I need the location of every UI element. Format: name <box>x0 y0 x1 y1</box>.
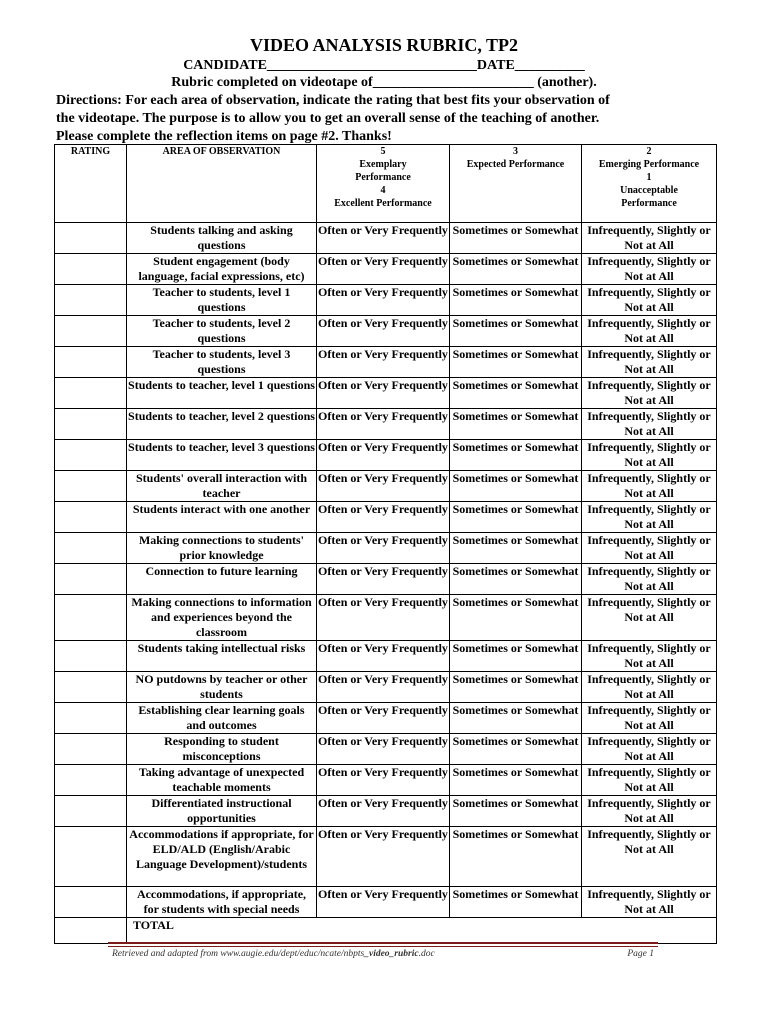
emerging-cell-text: Infrequently, Slightly or Not at All <box>587 223 711 252</box>
area-cell <box>127 409 317 440</box>
expected-cell-text: Sometimes or Somewhat <box>452 347 579 361</box>
emerging-cell <box>582 796 717 827</box>
expected-cell <box>450 765 582 796</box>
area-cell <box>127 471 317 502</box>
table-row <box>55 440 717 471</box>
total-rating-cell[interactable] <box>55 918 127 944</box>
emerging-cell <box>582 316 717 347</box>
exemplary-cell-text: Often or Very Frequently <box>318 502 448 516</box>
exemplary-cell-text: Often or Very Frequently <box>318 471 448 485</box>
expected-cell <box>450 347 582 378</box>
emerging-cell <box>582 471 717 502</box>
expected-cell-text: Sometimes or Somewhat <box>452 672 579 686</box>
area-cell <box>127 796 317 827</box>
expected-cell <box>450 440 582 471</box>
emerging-cell <box>582 734 717 765</box>
exemplary-cell-text: Often or Very Frequently <box>318 827 448 841</box>
exemplary-cell-text: Often or Very Frequently <box>318 765 448 779</box>
exemplary-cell <box>317 672 450 703</box>
unacceptable-label: Unacceptable <box>620 185 678 196</box>
exemplary-cell-text: Often or Very Frequently <box>318 440 448 454</box>
emerging-cell <box>582 254 717 285</box>
area-cell-text: Teacher to students, level 2 questions <box>152 316 291 345</box>
emerging-cell-text: Infrequently, Slightly or Not at All <box>587 765 711 794</box>
footer-rule-thin <box>108 946 658 947</box>
emerging-label: Emerging Performance <box>598 159 700 170</box>
exemplary-score-5: 5 <box>380 146 386 157</box>
table-row <box>55 765 717 796</box>
exemplary-cell-text: Often or Very Frequently <box>318 672 448 686</box>
expected-cell <box>450 796 582 827</box>
exemplary-cell-text: Often or Very Frequently <box>318 223 448 237</box>
emerging-cell-text: Infrequently, Slightly or Not at All <box>587 641 711 670</box>
emerging-cell-text: Infrequently, Slightly or Not at All <box>587 533 711 562</box>
emerging-cell-text: Infrequently, Slightly or Not at All <box>587 887 711 916</box>
expected-cell <box>450 471 582 502</box>
emerging-cell <box>582 409 717 440</box>
rubric-videotape-line: Rubric completed on videotape of_______________________ (another). <box>171 75 597 90</box>
rating-cell[interactable] <box>55 285 127 316</box>
page-number: Page 1 <box>627 949 654 959</box>
emerging-cell-text: Infrequently, Slightly or Not at All <box>587 734 711 763</box>
expected-cell <box>450 734 582 765</box>
expected-cell-text: Sometimes or Somewhat <box>452 564 579 578</box>
expected-cell-text: Sometimes or Somewhat <box>452 595 579 609</box>
exemplary-cell <box>317 533 450 564</box>
rating-cell[interactable] <box>55 533 127 564</box>
rating-cell[interactable] <box>55 672 127 703</box>
area-cell-text: Students to teacher, level 2 questions <box>128 409 315 423</box>
exemplary-cell-text: Often or Very Frequently <box>318 641 448 655</box>
exemplary-cell <box>317 223 450 254</box>
table-row <box>55 827 717 887</box>
expected-cell-text: Sometimes or Somewhat <box>452 409 579 423</box>
area-cell <box>127 440 317 471</box>
exemplary-cell-text: Often or Very Frequently <box>318 254 448 268</box>
exemplary-cell <box>317 827 450 887</box>
emerging-cell <box>582 533 717 564</box>
exemplary-cell-text: Often or Very Frequently <box>318 564 448 578</box>
expected-cell-text: Sometimes or Somewhat <box>452 285 579 299</box>
expected-cell <box>450 285 582 316</box>
footer-rule <box>108 942 658 944</box>
emerging-cell <box>582 440 717 471</box>
table-row <box>55 595 717 641</box>
exemplary-cell-text: Often or Very Frequently <box>318 734 448 748</box>
exemplary-label-2: Performance <box>355 172 411 183</box>
emerging-cell <box>582 765 717 796</box>
rating-cell[interactable] <box>55 440 127 471</box>
area-cell <box>127 765 317 796</box>
expected-cell <box>450 887 582 918</box>
area-cell-text: Making connections to students' prior knowledge <box>138 533 305 562</box>
area-cell <box>127 672 317 703</box>
emerging-cell-text: Infrequently, Slightly or Not at All <box>587 703 711 732</box>
rating-cell[interactable] <box>55 316 127 347</box>
emerging-cell <box>582 223 717 254</box>
rubric-table <box>54 144 717 944</box>
area-cell-text: Students to teacher, level 1 questions <box>128 378 315 392</box>
expected-score-3: 3 <box>513 146 518 157</box>
exemplary-cell-text: Often or Very Frequently <box>318 887 448 901</box>
total-row <box>55 918 717 944</box>
exemplary-cell-text: Often or Very Frequently <box>318 347 448 361</box>
area-cell-text: Students taking intellectual risks <box>137 641 306 655</box>
area-cell-text: Teacher to students, level 1 questions <box>152 285 291 314</box>
emerging-cell <box>582 703 717 734</box>
rating-cell[interactable] <box>55 254 127 285</box>
exemplary-cell-text: Often or Very Frequently <box>318 285 448 299</box>
exemplary-cell <box>317 796 450 827</box>
emerging-cell <box>582 641 717 672</box>
emerging-cell <box>582 347 717 378</box>
exemplary-header <box>317 145 450 223</box>
candidate-date-line: CANDIDATE______________________________DATE__________ <box>183 58 585 73</box>
document-title: VIDEO ANALYSIS RUBRIC, TP2 <box>249 35 519 55</box>
emerging-cell <box>582 887 717 918</box>
area-cell <box>127 734 317 765</box>
rating-cell[interactable] <box>55 502 127 533</box>
area-cell-text: Making connections to information and experiences beyond the classroom <box>131 595 312 639</box>
directions <box>56 92 721 146</box>
rating-cell[interactable] <box>55 796 127 827</box>
directions-line: Directions: For each area of observation, indicate the rating that best fits your observation of <box>56 93 610 108</box>
excellent-label: Excellent Performance <box>334 198 432 209</box>
expected-cell-text: Sometimes or Somewhat <box>452 378 579 392</box>
expected-cell-text: Sometimes or Somewhat <box>452 533 579 547</box>
area-cell <box>127 223 317 254</box>
area-cell <box>127 347 317 378</box>
footer-source-prefix: Retrieved and adapted from www.augie.edu/dept/educ/ncate/nbpts <box>112 949 365 959</box>
rating-cell[interactable] <box>55 595 127 641</box>
directions-line: Please complete the reflection items on page #2. Thanks! <box>56 129 392 144</box>
table-row <box>55 409 717 440</box>
exemplary-cell <box>317 316 450 347</box>
exemplary-cell-text: Often or Very Frequently <box>318 316 448 330</box>
emerging-cell <box>582 595 717 641</box>
exemplary-label: Exemplary <box>359 159 407 170</box>
area-cell <box>127 641 317 672</box>
exemplary-cell-text: Often or Very Frequently <box>318 533 448 547</box>
rubric-body <box>55 223 717 944</box>
rating-cell[interactable] <box>55 703 127 734</box>
rating-header: RATING <box>55 145 127 223</box>
exemplary-cell-text: Often or Very Frequently <box>318 703 448 717</box>
exemplary-cell <box>317 502 450 533</box>
emerging-cell-text: Infrequently, Slightly or Not at All <box>587 471 711 500</box>
emerging-cell <box>582 502 717 533</box>
table-row <box>55 564 717 595</box>
area-cell-text: Accommodations if appropriate, for ELD/ALD (English/Arabic Language Development)/students <box>129 827 314 871</box>
exemplary-cell <box>317 285 450 316</box>
area-cell-text: Student engagement (body language, facial expressions, etc) <box>138 254 305 283</box>
expected-label: Expected Performance <box>466 159 565 170</box>
table-row <box>55 502 717 533</box>
expected-cell-text: Sometimes or Somewhat <box>452 254 579 268</box>
exemplary-cell-text: Often or Very Frequently <box>318 409 448 423</box>
area-cell-text: Students to teacher, level 3 questions <box>128 440 315 454</box>
expected-cell <box>450 703 582 734</box>
emerging-cell <box>582 378 717 409</box>
area-cell <box>127 827 317 887</box>
footer-source-suffix: .doc <box>418 949 435 959</box>
directions-line: the videotape. The purpose is to allow you to get an overall sense of the teaching of another. <box>56 111 600 126</box>
expected-cell <box>450 564 582 595</box>
expected-header <box>450 145 582 223</box>
emerging-cell-text: Infrequently, Slightly or Not at All <box>587 595 711 624</box>
exemplary-cell <box>317 703 450 734</box>
area-cell-text: Responding to student misconceptions <box>164 734 279 763</box>
table-row <box>55 223 717 254</box>
area-cell <box>127 378 317 409</box>
exemplary-cell-text: Often or Very Frequently <box>318 378 448 392</box>
expected-cell <box>450 672 582 703</box>
rating-cell[interactable] <box>55 223 127 254</box>
area-cell <box>127 285 317 316</box>
emerging-cell <box>582 672 717 703</box>
table-row <box>55 533 717 564</box>
rating-cell[interactable] <box>55 827 127 887</box>
exemplary-cell <box>317 471 450 502</box>
exemplary-cell <box>317 595 450 641</box>
table-row <box>55 734 717 765</box>
table-row <box>55 672 717 703</box>
area-cell-text: Students interact with one another <box>132 502 311 516</box>
area-cell <box>127 502 317 533</box>
expected-cell <box>450 316 582 347</box>
rating-cell[interactable] <box>55 347 127 378</box>
rating-cell[interactable] <box>55 378 127 409</box>
header-row <box>55 145 717 223</box>
total-label: TOTAL <box>127 918 717 944</box>
expected-cell-text: Sometimes or Somewhat <box>452 502 579 516</box>
footer-source-bold: _video_rubric <box>364 949 419 959</box>
emerging-score-2: 2 <box>646 146 652 157</box>
unacceptable-label-2: Performance <box>621 198 677 209</box>
expected-cell-text: Sometimes or Somewhat <box>452 703 579 717</box>
area-cell-text: Establishing clear learning goals and outcomes <box>138 703 305 732</box>
exemplary-cell-text: Often or Very Frequently <box>318 796 448 810</box>
table-row <box>55 471 717 502</box>
area-cell-text: Accommodations, if appropriate, for students with special needs <box>136 887 307 916</box>
area-cell-text: Students' overall interaction with teacher <box>136 471 307 500</box>
rating-cell[interactable] <box>55 409 127 440</box>
unacceptable-score-1: 1 <box>646 172 652 183</box>
expected-cell-text: Sometimes or Somewhat <box>452 440 579 454</box>
emerging-cell <box>582 827 717 887</box>
excellent-score-4: 4 <box>380 185 386 196</box>
expected-cell <box>450 502 582 533</box>
expected-cell-text: Sometimes or Somewhat <box>452 471 579 485</box>
area-cell <box>127 254 317 285</box>
rating-cell[interactable] <box>55 734 127 765</box>
exemplary-cell <box>317 409 450 440</box>
emerging-cell-text: Infrequently, Slightly or Not at All <box>587 502 711 531</box>
area-cell <box>127 887 317 918</box>
rating-cell[interactable] <box>55 471 127 502</box>
exemplary-cell <box>317 378 450 409</box>
exemplary-cell <box>317 887 450 918</box>
exemplary-cell <box>317 734 450 765</box>
emerging-cell-text: Infrequently, Slightly or Not at All <box>587 827 711 856</box>
emerging-cell-text: Infrequently, Slightly or Not at All <box>587 316 711 345</box>
expected-cell-text: Sometimes or Somewhat <box>452 316 579 330</box>
area-cell <box>127 316 317 347</box>
rating-cell[interactable] <box>55 765 127 796</box>
area-header: AREA OF OBSERVATION <box>127 145 317 223</box>
expected-cell-text: Sometimes or Somewhat <box>452 765 579 779</box>
emerging-cell-text: Infrequently, Slightly or Not at All <box>587 672 711 701</box>
area-cell-text: Differentiated instructional opportunities <box>151 796 292 825</box>
exemplary-cell <box>317 564 450 595</box>
rating-cell[interactable] <box>55 564 127 595</box>
emerging-cell <box>582 285 717 316</box>
area-cell <box>127 703 317 734</box>
expected-cell <box>450 254 582 285</box>
expected-cell <box>450 409 582 440</box>
expected-cell <box>450 595 582 641</box>
expected-cell-text: Sometimes or Somewhat <box>452 641 579 655</box>
expected-cell <box>450 533 582 564</box>
rating-cell[interactable] <box>55 887 127 918</box>
expected-cell <box>450 641 582 672</box>
emerging-cell-text: Infrequently, Slightly or Not at All <box>587 285 711 314</box>
exemplary-cell <box>317 440 450 471</box>
table-row <box>55 887 717 918</box>
emerging-cell-text: Infrequently, Slightly or Not at All <box>587 378 711 407</box>
emerging-cell-text: Infrequently, Slightly or Not at All <box>587 796 711 825</box>
table-row <box>55 285 717 316</box>
expected-cell <box>450 378 582 409</box>
expected-cell-text: Sometimes or Somewhat <box>452 827 579 841</box>
emerging-cell-text: Infrequently, Slightly or Not at All <box>587 347 711 376</box>
footer-source <box>112 949 435 959</box>
area-cell-text: Taking advantage of unexpected teachable moments <box>138 765 305 794</box>
emerging-cell-text: Infrequently, Slightly or Not at All <box>587 254 711 283</box>
area-cell <box>127 533 317 564</box>
table-row <box>55 347 717 378</box>
table-row <box>55 641 717 672</box>
expected-cell <box>450 223 582 254</box>
rating-cell[interactable] <box>55 641 127 672</box>
emerging-cell-text: Infrequently, Slightly or Not at All <box>587 564 711 593</box>
area-cell-text: NO putdowns by teacher or other students <box>135 672 308 701</box>
exemplary-cell <box>317 347 450 378</box>
expected-cell-text: Sometimes or Somewhat <box>452 796 579 810</box>
exemplary-cell <box>317 765 450 796</box>
area-cell <box>127 564 317 595</box>
expected-cell-text: Sometimes or Somewhat <box>452 887 579 901</box>
emerging-cell-text: Infrequently, Slightly or Not at All <box>587 409 711 438</box>
table-row <box>55 796 717 827</box>
emerging-cell-text: Infrequently, Slightly or Not at All <box>587 440 711 469</box>
table-row <box>55 378 717 409</box>
area-cell-text: Students talking and asking questions <box>150 223 293 252</box>
exemplary-cell <box>317 641 450 672</box>
expected-cell-text: Sometimes or Somewhat <box>452 223 579 237</box>
expected-cell-text: Sometimes or Somewhat <box>452 734 579 748</box>
table-row <box>55 316 717 347</box>
expected-cell <box>450 827 582 887</box>
area-cell <box>127 595 317 641</box>
area-cell-text: Connection to future learning <box>145 564 298 578</box>
exemplary-cell-text: Often or Very Frequently <box>318 595 448 609</box>
table-row <box>55 254 717 285</box>
table-row <box>55 703 717 734</box>
exemplary-cell <box>317 254 450 285</box>
emerging-header <box>582 145 717 223</box>
area-cell-text: Teacher to students, level 3 questions <box>152 347 291 376</box>
emerging-cell <box>582 564 717 595</box>
